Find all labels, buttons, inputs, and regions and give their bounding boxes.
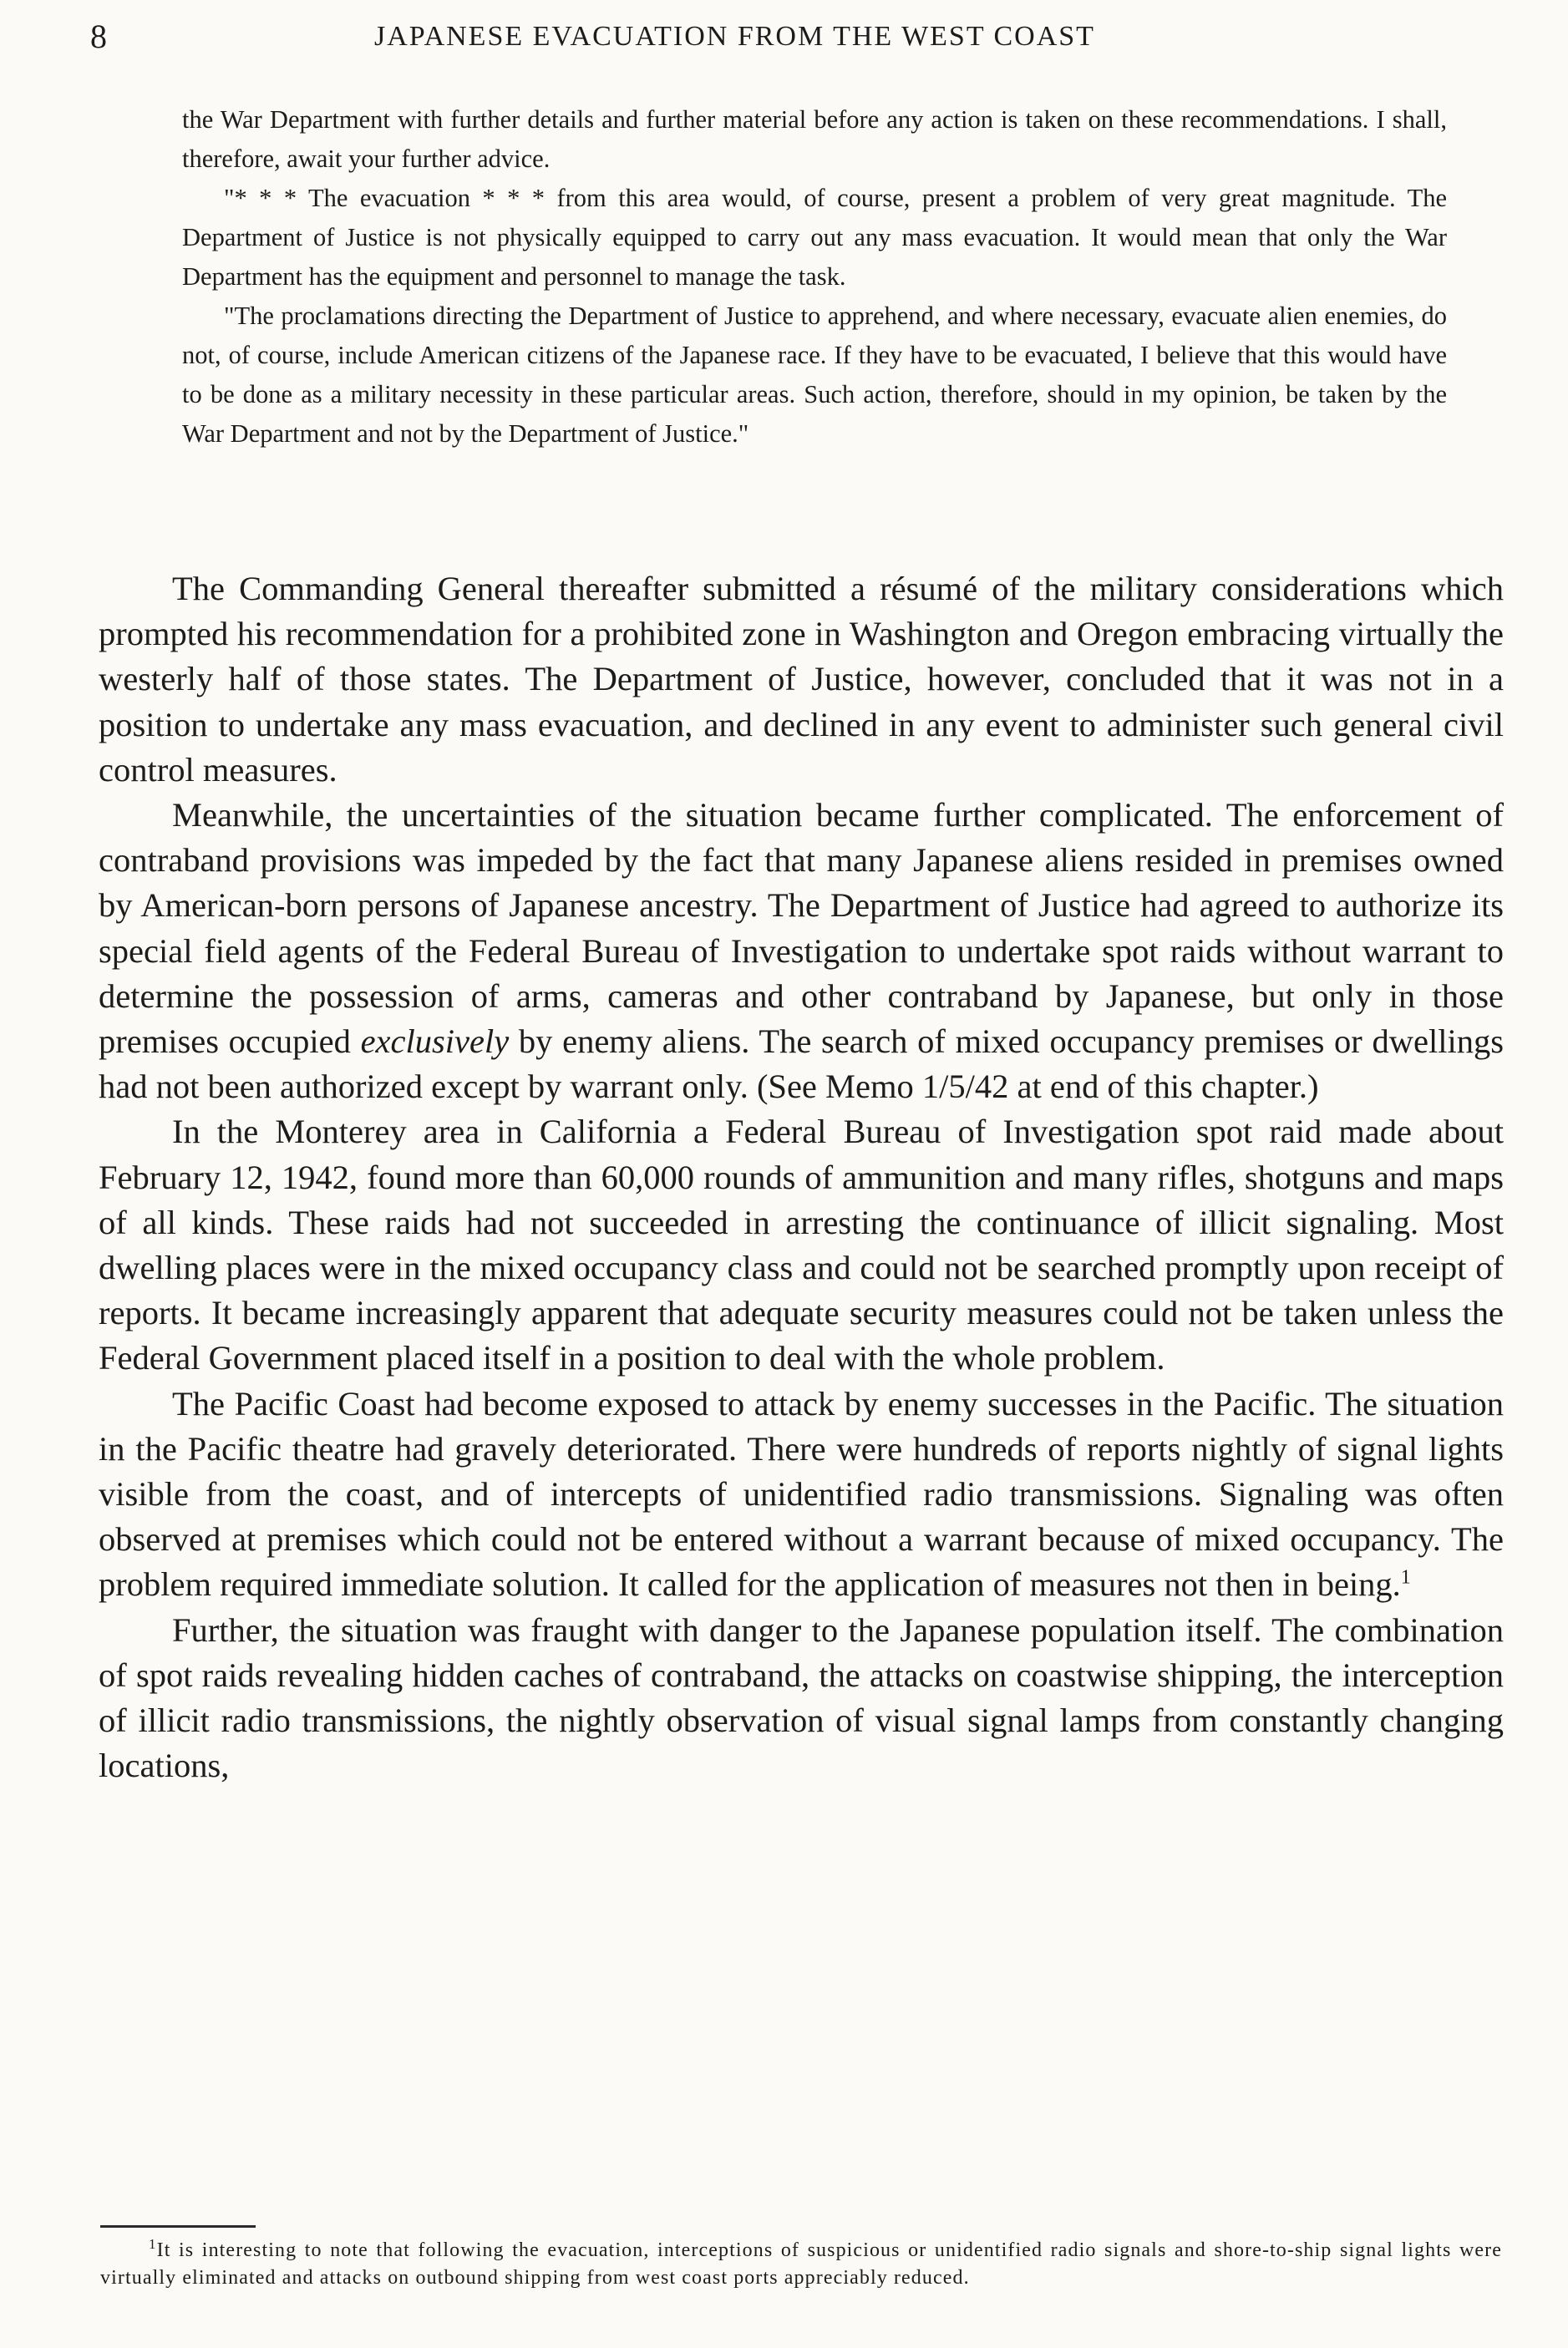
- body-paragraph: Further, the situation was fraught with danger to the Japanese population itself. The combination of spot raids revealing hidden caches of contraband, the attacks on coastwise shipping, the interception of illicit radio transmissions, the nightly observation of visual signal lamps from constantly changing locations,: [99, 1610, 1504, 1785]
- body-text-run: Meanwhile, the uncertainties of the situation became further complicated. The enforcement of contraband provisions was impeded by the fact that many Japanese aliens resided in premises owned by American-born persons of Japanese ancestry. The Department of Justice had agreed to authorize its special field agents of the Federal Bureau of Investigation to undertake spot raids without warrant to determine the possession of arms, cameras and other contraband by Japanese, but only in those premises occupied: [99, 796, 1504, 1061]
- body-paragraph: The Commanding General thereafter submitted a résumé of the military considerations which prompted his recommendation for a prohibited zone in Washington and Oregon embracing virtually the westerly half of those states. The Department of Justice, however, concluded that it was not in a position to undertake any mass evacuation, and declined in any event to administer such general civil control measures.: [99, 570, 1504, 789]
- body-paragraph: [99, 1382, 1504, 1608]
- quote-paragraph: the War Department with further details and further material before any action is taken on these recommendations. I shall, therefore, await your further advice.: [182, 105, 1447, 173]
- page-number: 8: [90, 18, 107, 55]
- quote-paragraph: "The proclamations directing the Department of Justice to apprehend, and where necessary, evacuate alien enemies, do not, of course, include American citizens of the Japanese race. If they have to be evacuated, I believe that this would have to be done as a military necessity in these particular areas. Such action, therefore, should in my opinion, be taken by the War Department and not by the Department of Justice.": [182, 302, 1447, 448]
- body-paragraph: In the Monterey area in California a Federal Bureau of Investigation spot raid made about February 12, 1942, found more than 60,000 rounds of ammunition and many rifles, shotguns and maps of all kinds. These raids had not succeeded in arresting the continuance of illicit signaling. Most dwelling places were in the mixed occupancy class and could not be searched promptly upon receipt of reports. It became increasingly apparent that adequate security measures could not be taken unless the Federal Government placed itself in a position to deal with the whole problem.: [99, 1113, 1504, 1377]
- running-head: JAPANESE EVACUATION FROM THE WEST COAST: [374, 21, 1095, 52]
- quote-paragraph: "* * * The evacuation * * * from this area would, of course, present a problem of very great magnitude. The Department of Justice is not physically equipped to carry out any mass evacuation. It would mean that only the War Department has the equipment and personnel to manage the task.: [182, 184, 1447, 291]
- page-header: [90, 12, 1477, 62]
- body-text-run: The Pacific Coast had become exposed to attack by enemy successes in the Pacific. The situation in the Pacific theatre had gravely deteriorated. There were hundreds of reports nightly of signal lights visible from the coast, and of intercepts of unidentified radio transmissions. Signaling was often observed at premises which could not be entered without a warrant because of mixed occupancy. The problem required immediate solution. It called for the application of measures not then in being.: [99, 1384, 1504, 1604]
- body-paragraph: [99, 793, 1504, 1109]
- block-quote: [182, 100, 1447, 454]
- footnote-mark: 1: [149, 2236, 157, 2252]
- footnote-reference[interactable]: 1: [1400, 1566, 1411, 1589]
- footnote: [100, 2237, 1502, 2292]
- emphasis-text: exclusively: [360, 1022, 510, 1061]
- body-text-run: by enemy aliens. The search of mixed occupancy premises or dwellings had not been authorized except by warrant only. (See Memo 1/5/42 at end of this chapter.): [99, 1022, 1504, 1106]
- body-text: [99, 566, 1504, 1788]
- footnote-divider: [100, 2225, 256, 2228]
- footnote-text: It is interesting to note that following the evacuation, interceptions of suspicious or unidentified radio signals and shore-to-ship signal lights were virtually eliminated and attacks on outbound shipping from west coast ports appreciably reduced.: [100, 2239, 1502, 2289]
